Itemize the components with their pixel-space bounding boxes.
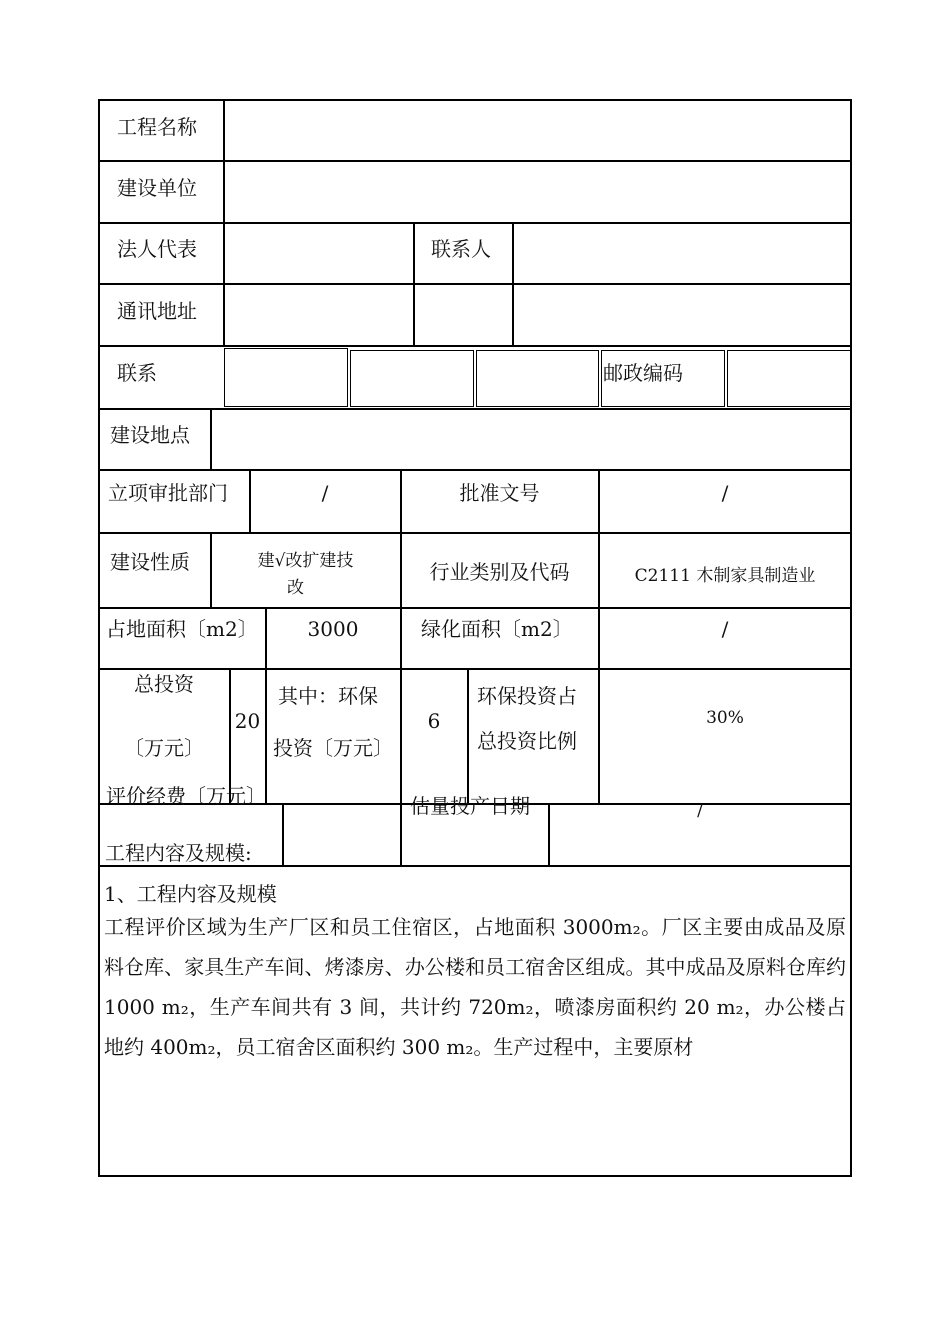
postal-value-cell bbox=[727, 350, 852, 407]
col-divider bbox=[400, 469, 402, 866]
approval-dept-value: / bbox=[321, 481, 329, 505]
total-invest-value: 20 bbox=[234, 709, 261, 733]
nature-value: 建√改扩建技 bbox=[257, 551, 354, 571]
env-ratio-value: 30% bbox=[706, 708, 744, 728]
contact-person-label: 联系人 bbox=[431, 237, 491, 261]
env-invest-unit: 投资〔万元〕 bbox=[273, 736, 393, 760]
col-divider bbox=[210, 408, 212, 470]
contact-cell bbox=[224, 348, 348, 407]
builder-label: 建设单位 bbox=[117, 176, 197, 200]
contact-cell bbox=[476, 350, 599, 407]
nature-label: 建设性质 bbox=[110, 550, 190, 574]
land-area-label: 占地面积〔m2〕 bbox=[106, 617, 258, 641]
section-body: 工程评价区域为生产厂区和员工住宿区，占地面积 3000m₂。厂区主要由成品及原料仓库、家具生产车间、烤漆房、办公楼和员工宿舍区组成。其中成品及原料仓库约 1000 m₂，生产车间共有 3 间，共计约 720m₂，喷漆房面积约 20 m₂，办公楼占地约 400m₂，员工宿舍区面积约 300 m₂。生产过程中，主要原材 bbox=[104, 915, 846, 1059]
land-area-value: 3000 bbox=[307, 617, 359, 641]
section-heading: 1、工程内容及规模 bbox=[104, 882, 277, 906]
env-ratio-label: 环保投资占 bbox=[477, 684, 577, 708]
row-divider bbox=[98, 160, 852, 162]
contact-label: 联系 bbox=[117, 361, 157, 385]
project-description bbox=[104, 881, 846, 1067]
nature-value-cont: 改 bbox=[287, 578, 304, 598]
col-divider bbox=[223, 99, 225, 161]
address-label: 通讯地址 bbox=[117, 299, 197, 323]
col-divider bbox=[223, 222, 225, 346]
green-area-label: 绿化面积〔m2〕 bbox=[421, 617, 573, 641]
approval-no-value: / bbox=[721, 481, 729, 505]
postal-code-label: 邮政编码 bbox=[603, 361, 683, 385]
eval-fee-label: 评价经费〔万元〕 bbox=[106, 784, 266, 808]
row-divider bbox=[98, 283, 852, 285]
total-invest-unit: 〔万元〕 bbox=[124, 736, 204, 760]
site-label: 建设地点 bbox=[110, 423, 190, 447]
row-divider bbox=[98, 222, 852, 224]
prod-date-label: 估量投产日期 bbox=[410, 794, 530, 818]
total-invest-label: 总投资 bbox=[134, 672, 194, 696]
green-area-value: / bbox=[721, 617, 729, 641]
project-name-label: 工程名称 bbox=[117, 115, 197, 139]
env-ratio-label-cont: 总投资比例 bbox=[477, 729, 577, 753]
scope-label: 工程内容及规模: bbox=[105, 841, 252, 865]
col-divider bbox=[512, 222, 514, 346]
contact-cell bbox=[350, 350, 474, 407]
row-divider bbox=[98, 668, 852, 670]
legal-rep-label: 法人代表 bbox=[117, 237, 197, 261]
col-divider bbox=[467, 668, 469, 804]
env-invest-label: 其中：环保 bbox=[278, 684, 378, 708]
industry-value: C2111 木制家具制造业 bbox=[634, 566, 816, 586]
industry-label: 行业类别及代码 bbox=[429, 560, 570, 584]
env-invest-value: 6 bbox=[427, 709, 441, 733]
col-divider bbox=[223, 160, 225, 223]
approval-dept-label: 立项审批部门 bbox=[108, 481, 228, 505]
row-divider bbox=[98, 345, 852, 347]
col-divider bbox=[413, 222, 415, 346]
row-divider bbox=[98, 865, 852, 867]
approval-no-label: 批准文号 bbox=[459, 481, 540, 505]
col-divider bbox=[282, 803, 284, 866]
prod-date-value: / bbox=[697, 801, 703, 821]
